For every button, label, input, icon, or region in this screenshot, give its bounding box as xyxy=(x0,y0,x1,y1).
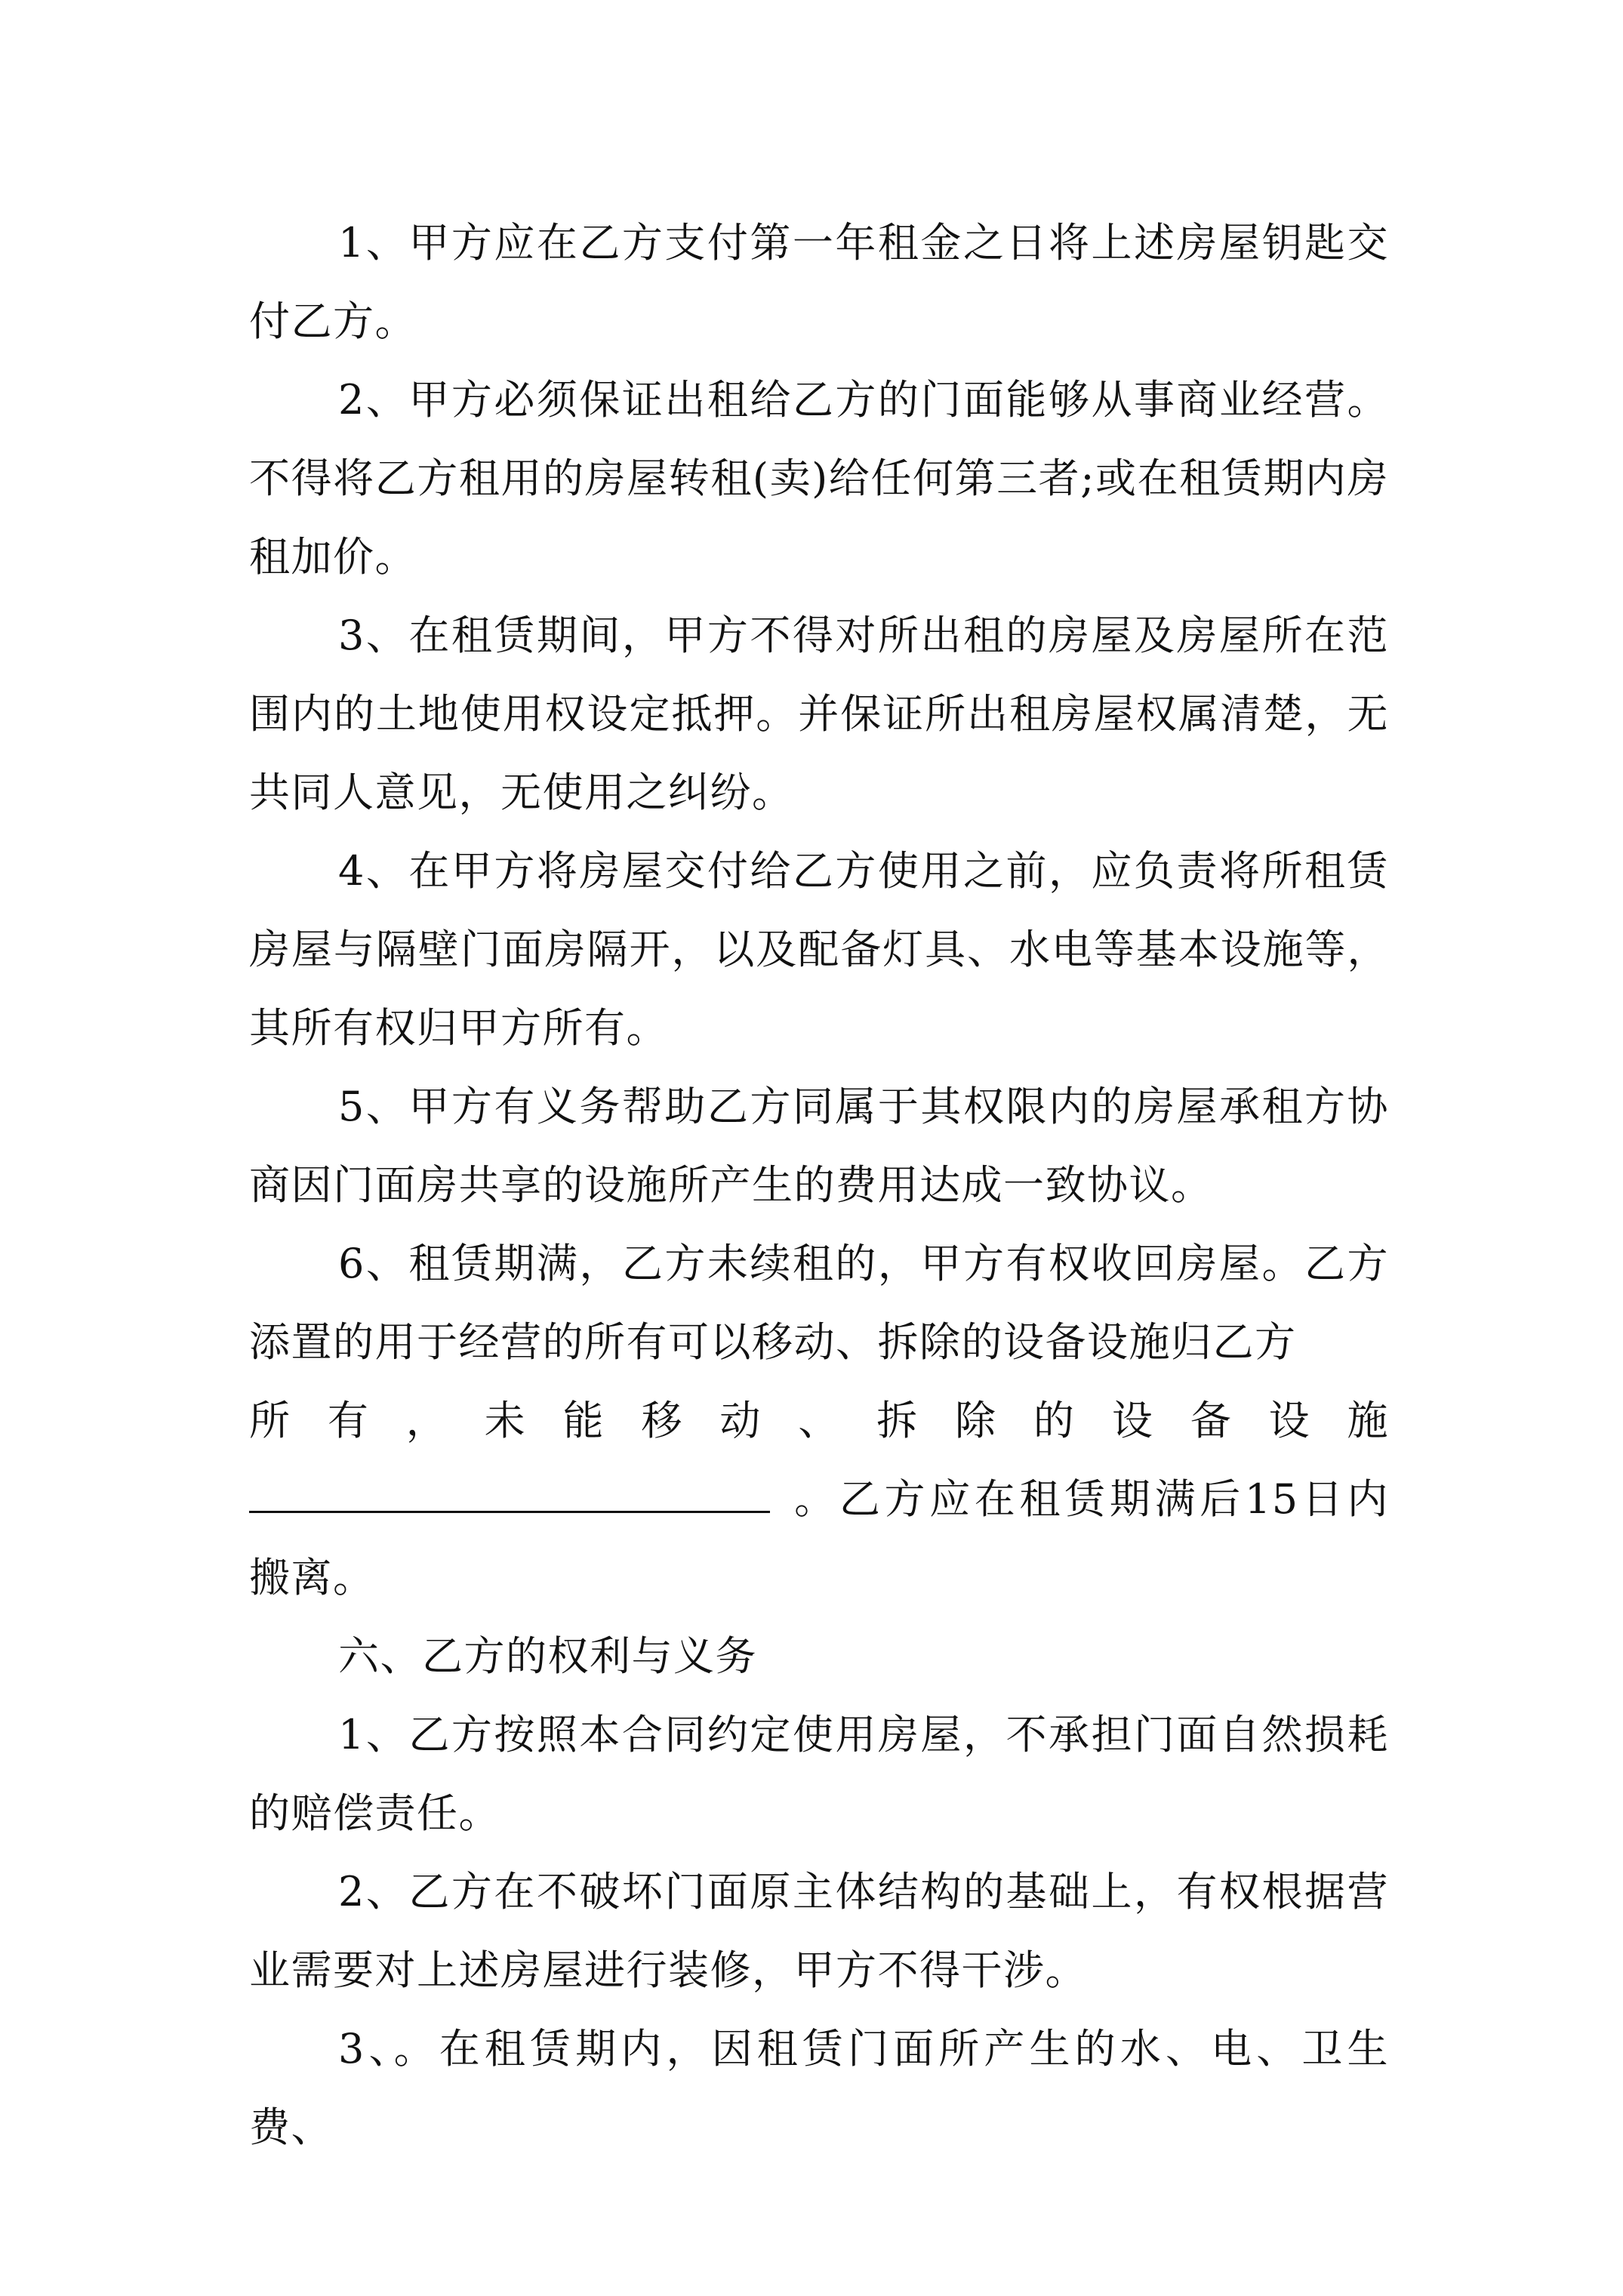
lessee-clause-2: 2、乙方在不破坏门面原主体结构的基础上，有权根据营业需要对上述房屋进行装修，甲方不得干涉。 xyxy=(249,1868,1389,1994)
clause-6-spread-line: 所有，未能移动、拆除的设备设施 xyxy=(249,1397,1389,1444)
fill-in-blank xyxy=(249,1467,770,1513)
clause-6-text-b: 。乙方应在租赁期满后15日内搬离。 xyxy=(249,1475,1389,1601)
section-heading: 六、乙方的权利与义务 xyxy=(338,1632,757,1680)
clause-3: 3、在租赁期间，甲方不得对所出租的房屋及房屋所在范围内的土地使用权设定抵押。并保证所出租房屋权属清楚，无共同人意见，无使用之纠纷。 xyxy=(249,612,1389,816)
clause-4: 4、在甲方将房屋交付给乙方使用之前，应负责将所租赁房屋与隔壁门面房隔开，以及配备灯具、水电等基本设施等，其所有权归甲方所有。 xyxy=(249,847,1389,1052)
clause-6-text-a: 6、租赁期满，乙方未续租的，甲方有权收回房屋。乙方添置的用于经营的所有可以移动、拆除的设备设施归乙方 xyxy=(249,1240,1389,1366)
clause-5: 5、甲方有义务帮助乙方同属于其权限内的房屋承租方协商因门面房共享的设施所产生的费用达成一致协议。 xyxy=(249,1083,1389,1209)
lessee-clause-1: 1、乙方按照本合同约定使用房屋，不承担门面自然损耗的赔偿责任。 xyxy=(249,1711,1389,1837)
document-body xyxy=(249,204,1389,2167)
clause-1: 1、甲方应在乙方支付第一年租金之日将上述房屋钥匙交付乙方。 xyxy=(249,219,1389,345)
clause-6 xyxy=(249,1225,1389,1617)
lessee-clause-3: 3、。在租赁期内，因租赁门面所产生的水、电、卫生费、 xyxy=(249,2025,1389,2151)
clause-2: 2、甲方必须保证出租给乙方的门面能够从事商业经营。不得将乙方租用的房屋转租(卖)给任何第三者;或在租赁期内房租加价。 xyxy=(249,376,1389,581)
